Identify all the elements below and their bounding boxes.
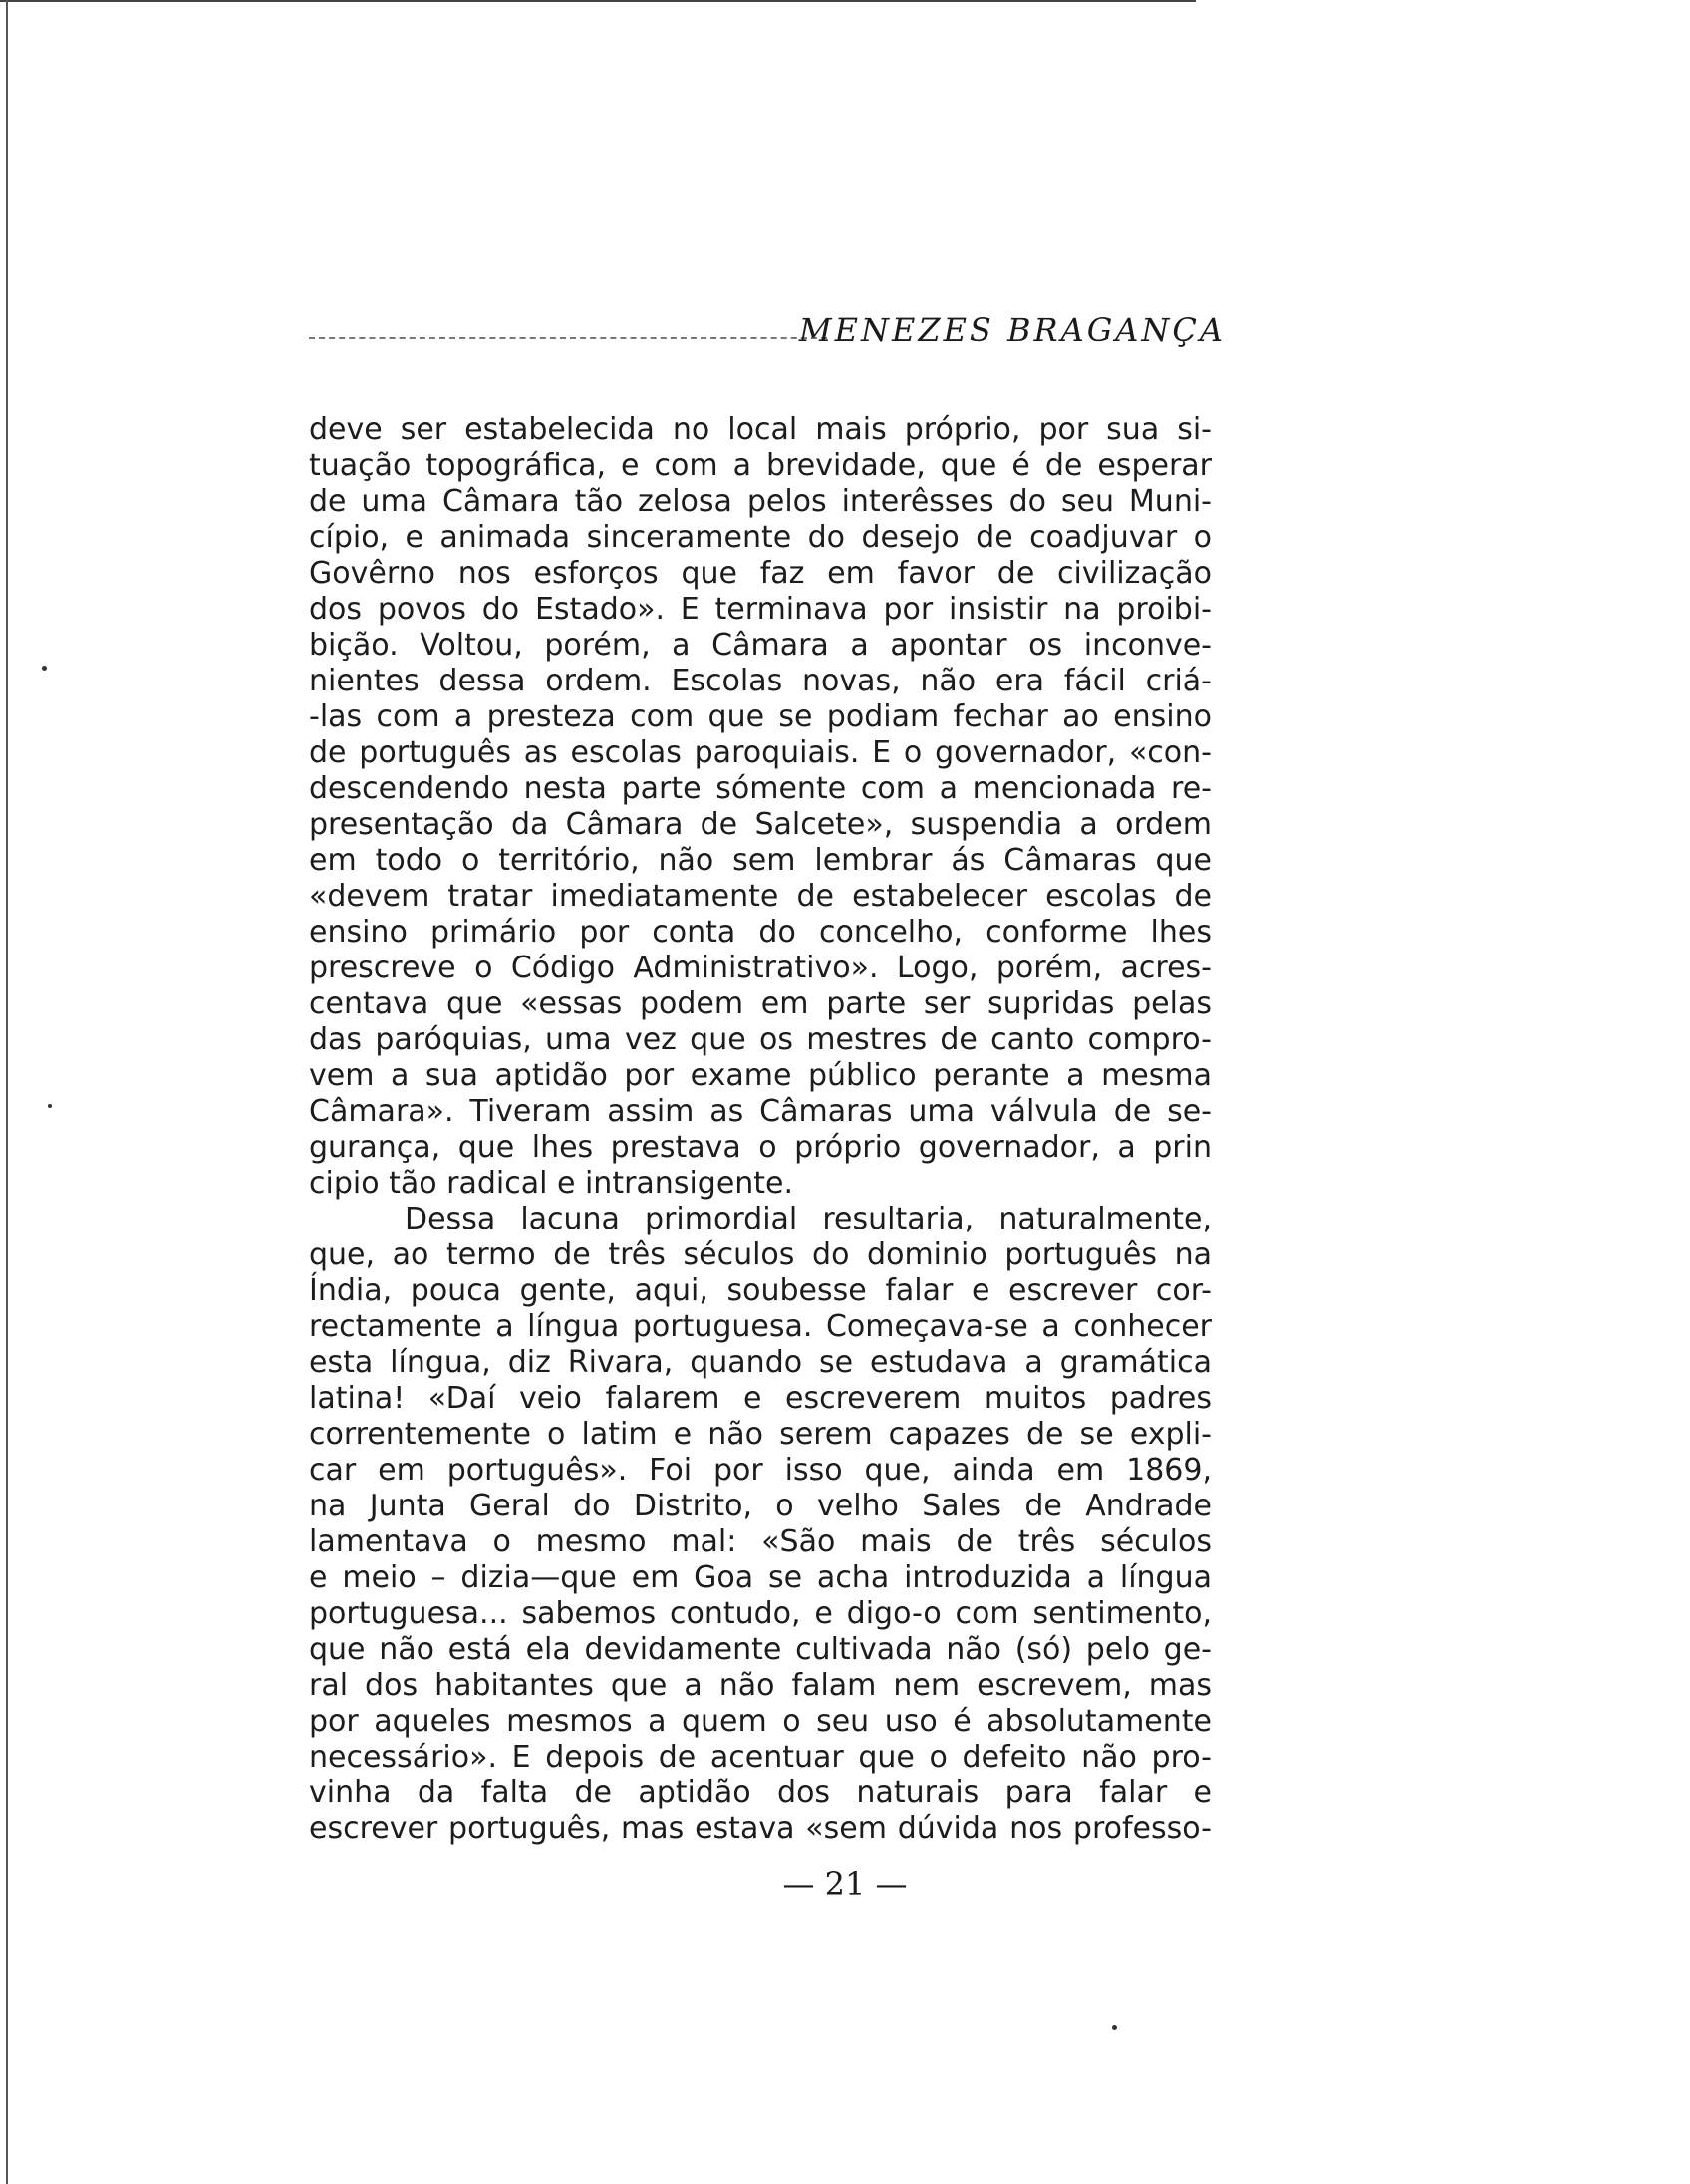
scan-speck bbox=[48, 1104, 52, 1108]
scan-speck bbox=[1112, 2025, 1117, 2030]
text-line: correntemente o latim e não serem capazes de se expli- bbox=[309, 1417, 1212, 1452]
text-line: Índia, pouca gente, aqui, soubesse falar e escrever cor- bbox=[309, 1273, 1212, 1308]
text-line: portuguesa... sabemos contudo, e digo-o com sentimento, bbox=[309, 1596, 1212, 1631]
text-line: necessário». E depois de acentuar que o defeito não pro- bbox=[309, 1740, 1212, 1774]
page-number: — 21 — bbox=[782, 1865, 908, 1903]
text-line: centava que «essas podem em parte ser supridas pelas bbox=[309, 986, 1212, 1021]
text-line: Govêrno nos esforços que faz em favor de civilização bbox=[309, 556, 1212, 591]
text-line: por aqueles mesmos a quem o seu uso é absolutamente bbox=[309, 1704, 1212, 1739]
body-text bbox=[309, 412, 1212, 1847]
text-line: descendendo nesta parte sómente com a mencionada re- bbox=[309, 771, 1212, 806]
text-line: latina! «Daí veio falarem e escreverem muitos padres bbox=[309, 1381, 1212, 1416]
text-line: bição. Voltou, porém, a Câmara a apontar os inconve- bbox=[309, 628, 1212, 663]
header-rule bbox=[309, 337, 827, 339]
scan-speck bbox=[42, 666, 47, 671]
text-line: deve ser estabelecida no local mais próprio, por sua si- bbox=[309, 412, 1212, 447]
text-line: em todo o território, não sem lembrar ás Câmaras que bbox=[309, 843, 1212, 878]
text-line: das paróquias, uma vez que os mestres de canto compro- bbox=[309, 1022, 1212, 1057]
page-header bbox=[309, 311, 1226, 351]
text-line: car em português». Foi por isso que, ainda em 1869, bbox=[309, 1453, 1212, 1488]
text-line: ral dos habitantes que a não falam nem escrevem, mas bbox=[309, 1668, 1212, 1703]
text-line: ensino primário por conta do concelho, conforme lhes bbox=[309, 915, 1212, 950]
text-line: de uma Câmara tão zelosa pelos interêsses do seu Muni- bbox=[309, 484, 1212, 519]
text-line: e meio – dizia—que em Goa se acha introduzida a língua bbox=[309, 1560, 1212, 1595]
text-line: Câmara». Tiveram assim as Câmaras uma válvula de se- bbox=[309, 1094, 1212, 1129]
text-line: Dessa lacuna primordial resultaria, naturalmente, bbox=[405, 1202, 1212, 1236]
text-line: tuação topográfica, e com a brevidade, que é de esperar bbox=[309, 448, 1212, 483]
text-line: vinha da falta de aptidão dos naturais para falar e bbox=[309, 1775, 1212, 1810]
text-line: que não está ela devidamente cultivada não (só) pelo ge- bbox=[309, 1632, 1212, 1667]
scan-edge-top bbox=[0, 0, 1196, 2]
text-line: -las com a presteza com que se podiam fechar ao ensino bbox=[309, 699, 1212, 734]
text-line: prescreve o Código Administrativo». Logo, porém, acres- bbox=[309, 951, 1212, 985]
text-line: esta língua, diz Rivara, quando se estudava a gramática bbox=[309, 1345, 1212, 1380]
running-head: MENEZES BRAGANÇA bbox=[798, 311, 1226, 349]
text-line: vem a sua aptidão por exame público perante a mesma bbox=[309, 1058, 1212, 1093]
text-line: cípio, e animada sinceramente do desejo de coadjuvar o bbox=[309, 520, 1212, 555]
text-line: escrever português, mas estava «sem dúvida nos professo- bbox=[309, 1811, 1212, 1846]
text-line: presentação da Câmara de Salcete», suspendia a ordem bbox=[309, 807, 1212, 842]
text-line: na Junta Geral do Distrito, o velho Sales de Andrade bbox=[309, 1489, 1212, 1523]
scan-edge-left bbox=[6, 0, 8, 2184]
text-line: nientes dessa ordem. Escolas novas, não era fácil criá- bbox=[309, 664, 1212, 698]
text-line: rectamente a língua portuguesa. Começava-se a conhecer bbox=[309, 1309, 1212, 1344]
text-line: de português as escolas paroquiais. E o governador, «con- bbox=[309, 735, 1212, 770]
text-line: «devem tratar imediatamente de estabelecer escolas de bbox=[309, 879, 1212, 914]
text-line: que, ao termo de três séculos do dominio português na bbox=[309, 1237, 1212, 1272]
text-line: gurança, que lhes prestava o próprio governador, a prin bbox=[309, 1130, 1212, 1165]
text-line: cipio tão radical e intransigente. bbox=[309, 1166, 794, 1201]
text-line: dos povos do Estado». E terminava por insistir na proibi- bbox=[309, 592, 1212, 627]
text-line: lamentava o mesmo mal: «São mais de três séculos bbox=[309, 1524, 1212, 1559]
